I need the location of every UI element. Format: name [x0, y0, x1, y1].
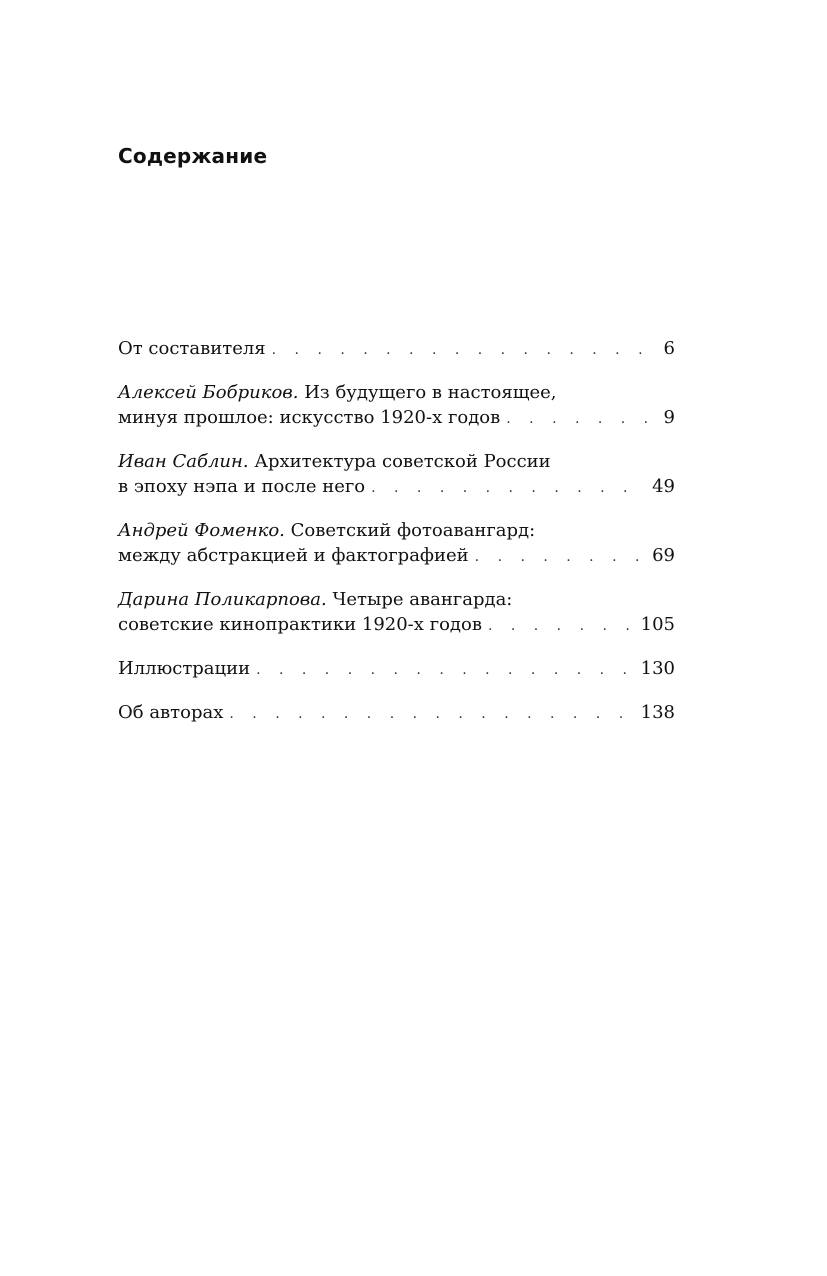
dot-leader: [272, 338, 658, 363]
toc-entry-line: [118, 543, 675, 570]
toc-entry-first-line: [118, 449, 675, 474]
toc-entry-about-authors[interactable]: [118, 700, 675, 727]
toc-entry-first-line: [118, 380, 675, 405]
toc-entry-title: Об авторах: [118, 702, 224, 723]
toc-entry-title: Четыре авангарда:: [326, 589, 513, 610]
toc-entry-from-compiler[interactable]: [118, 336, 675, 363]
toc-entry-line: [118, 612, 675, 639]
toc-page-number: 69: [652, 545, 675, 566]
toc-entry-title: Из будущего в настоящее,: [298, 382, 557, 403]
toc-entry-title: От составителя: [118, 338, 266, 359]
page-title: Содержание: [118, 144, 268, 168]
dot-leader: [475, 545, 646, 570]
toc-entry-author: Андрей Фоменко.: [118, 520, 285, 541]
toc-entry-line: [118, 656, 675, 683]
toc-entry-title: Иллюстрации: [118, 658, 251, 679]
toc-page-number: 9: [663, 407, 675, 428]
toc-entry-first-line: [118, 518, 675, 543]
toc-entry-title-continued: советские кинопрактики 1920-х годов: [118, 614, 482, 635]
dot-leader: [229, 702, 634, 727]
toc-page-number: 138: [640, 702, 675, 723]
toc-entry-sablin[interactable]: [118, 449, 675, 501]
toc-entry-title: Советский фотоавангард:: [284, 520, 536, 541]
toc-entry-line: [118, 336, 675, 363]
toc-entry-title-continued: минуя прошлое: искусство 1920-х годов: [118, 407, 501, 428]
toc-entry-polikarpova[interactable]: [118, 587, 675, 639]
toc-entry-bobrikov[interactable]: [118, 380, 675, 432]
toc-entry-line: [118, 474, 675, 501]
toc-entry-title-continued: в эпоху нэпа и после него: [118, 476, 366, 497]
toc-entry-author: Дарина Поликарпова.: [118, 589, 327, 610]
toc-page-number: 105: [640, 614, 675, 635]
toc-entry-author: Иван Саблин.: [118, 451, 249, 472]
toc-page-number: 49: [652, 476, 675, 497]
toc-entry-illustrations[interactable]: [118, 656, 675, 683]
table-of-contents: [118, 336, 675, 727]
toc-entry-fomenko[interactable]: [118, 518, 675, 570]
dot-leader: [256, 658, 635, 683]
toc-entry-author: Алексей Бобриков.: [118, 382, 299, 403]
toc-entry-line: [118, 700, 675, 727]
dot-leader: [506, 407, 657, 432]
toc-page-number: 130: [640, 658, 675, 679]
toc-entry-title: Архитектура советской России: [248, 451, 551, 472]
dot-leader: [371, 476, 646, 501]
dot-leader: [488, 614, 635, 639]
toc-entry-first-line: [118, 587, 675, 612]
toc-entry-line: [118, 405, 675, 432]
toc-entry-title-continued: между абстракцией и фактографией: [118, 545, 469, 566]
toc-page-number: 6: [663, 338, 675, 359]
